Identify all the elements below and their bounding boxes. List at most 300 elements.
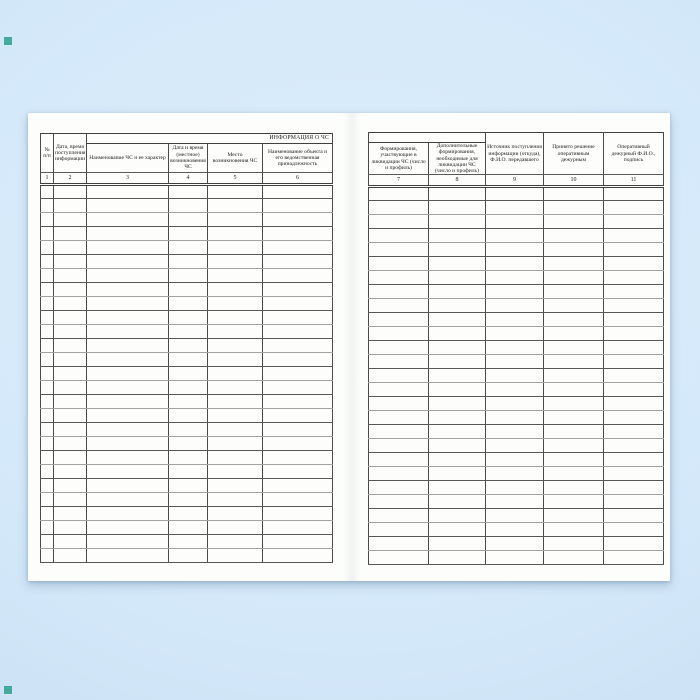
table-row [41,521,333,535]
data-cell [369,467,429,481]
data-cell [54,409,87,423]
table-row [369,201,664,215]
header-col-6: Наименование объекта и его ведомственная принадлежность [263,144,333,173]
data-cell [604,467,664,481]
table-row [369,271,664,285]
data-cell [54,395,87,409]
table-row [369,453,664,467]
data-cell [429,271,486,285]
data-cell [369,509,429,523]
data-cell [544,523,604,537]
data-cell [369,523,429,537]
data-cell [87,437,169,451]
data-cell [486,537,544,551]
data-cell [486,467,544,481]
data-cell [169,353,208,367]
data-cell [604,187,664,201]
data-cell [263,465,333,479]
data-cell [369,383,429,397]
data-cell [263,353,333,367]
data-cell [208,199,263,213]
data-cell [486,523,544,537]
data-cell [486,201,544,215]
data-cell [41,535,54,549]
data-cell [54,325,87,339]
data-cell [169,311,208,325]
data-cell [208,521,263,535]
table-row [41,395,333,409]
data-cell [429,425,486,439]
data-cell [486,187,544,201]
column-numbers-row [41,173,333,185]
data-cell [169,465,208,479]
band-continuation [369,133,486,143]
data-cell [87,395,169,409]
data-cell [87,199,169,213]
data-cell [486,299,544,313]
data-cell [263,381,333,395]
data-cell [169,213,208,227]
data-cell [263,409,333,423]
data-cell [544,229,604,243]
data-cell [41,423,54,437]
table-row [41,409,333,423]
data-cell [208,185,263,199]
data-cell [87,479,169,493]
data-cell [208,353,263,367]
data-cell [429,327,486,341]
table-row [41,535,333,549]
data-cell [169,395,208,409]
data-cell [263,521,333,535]
data-cell [544,481,604,495]
data-cell [544,495,604,509]
data-cell [208,549,263,563]
data-cell [41,409,54,423]
data-cell [54,339,87,353]
data-cell [208,213,263,227]
data-cell [54,367,87,381]
data-cell [369,341,429,355]
data-cell [169,325,208,339]
data-cell [429,187,486,201]
data-cell [263,227,333,241]
data-cell [87,311,169,325]
data-cell [604,453,664,467]
data-cell [169,535,208,549]
data-cell [369,257,429,271]
data-cell [544,411,604,425]
data-cell [54,213,87,227]
data-cell [369,481,429,495]
table-row [369,369,664,383]
data-cell [486,215,544,229]
data-cell [54,507,87,521]
table-row [369,383,664,397]
data-cell [544,467,604,481]
col-number: 2 [54,173,87,185]
data-cell [87,297,169,311]
data-cell [54,283,87,297]
table-row [41,507,333,521]
data-cell [169,479,208,493]
data-cell [544,383,604,397]
data-cell [369,495,429,509]
table-row [369,509,664,523]
data-cell [544,397,604,411]
data-cell [486,285,544,299]
data-cell [429,537,486,551]
table-row [369,341,664,355]
left-header [41,134,333,185]
data-cell [263,549,333,563]
data-cell [169,227,208,241]
data-cell [87,507,169,521]
data-cell [41,451,54,465]
data-cell [486,229,544,243]
header-col-9: Источник поступления информации (откуда), Ф.И.О. передавшего [486,133,544,175]
data-cell [263,185,333,199]
data-cell [604,425,664,439]
data-cell [41,283,54,297]
header-col-10: Принято решение оперативным дежурным [544,133,604,175]
data-cell [544,201,604,215]
band-row [369,133,664,143]
table-row [41,255,333,269]
data-cell [41,353,54,367]
data-cell [87,451,169,465]
col-number: 8 [429,175,486,187]
data-cell [486,313,544,327]
data-cell [604,201,664,215]
data-cell [169,437,208,451]
data-cell [369,411,429,425]
data-cell [429,397,486,411]
data-cell [54,199,87,213]
data-cell [604,369,664,383]
data-cell [87,549,169,563]
data-cell [369,397,429,411]
right-page-table [368,132,664,565]
data-cell [429,229,486,243]
data-cell [486,243,544,257]
data-cell [604,355,664,369]
data-cell [54,269,87,283]
data-cell [87,353,169,367]
data-cell [544,243,604,257]
data-cell [87,241,169,255]
data-cell [429,313,486,327]
data-cell [486,369,544,383]
data-cell [604,523,664,537]
data-cell [54,437,87,451]
data-cell [169,493,208,507]
data-cell [41,549,54,563]
data-cell [604,509,664,523]
data-cell [208,255,263,269]
data-cell [87,185,169,199]
data-cell [369,285,429,299]
data-cell [263,479,333,493]
data-cell [604,243,664,257]
data-cell [486,327,544,341]
data-cell [263,507,333,521]
table-row [41,325,333,339]
data-cell [169,199,208,213]
data-cell [54,521,87,535]
data-cell [41,479,54,493]
data-cell [208,535,263,549]
data-cell [369,201,429,215]
data-cell [604,439,664,453]
data-cell [486,257,544,271]
data-cell [486,383,544,397]
right-header [369,133,664,187]
data-cell [169,255,208,269]
table-row [41,297,333,311]
table-row [41,465,333,479]
data-cell [41,297,54,311]
data-cell [208,325,263,339]
data-cell [169,451,208,465]
data-cell [604,341,664,355]
data-cell [87,521,169,535]
data-cell [544,355,604,369]
table-row [369,243,664,257]
table-row [41,339,333,353]
data-cell [544,551,604,565]
data-cell [41,339,54,353]
table-row [369,215,664,229]
data-cell [87,325,169,339]
data-cell [369,187,429,201]
data-cell [263,297,333,311]
data-cell [41,241,54,255]
data-cell [169,381,208,395]
data-cell [208,465,263,479]
data-cell [208,381,263,395]
data-cell [429,341,486,355]
data-cell [87,535,169,549]
data-cell [54,185,87,199]
data-cell [429,257,486,271]
data-cell [263,241,333,255]
table-row [41,227,333,241]
data-cell [208,507,263,521]
data-cell [544,187,604,201]
data-cell [486,453,544,467]
data-cell [263,255,333,269]
data-cell [208,493,263,507]
data-cell [544,285,604,299]
table-row [41,479,333,493]
data-cell [169,269,208,283]
data-cell [208,269,263,283]
table-row [41,283,333,297]
data-cell [54,549,87,563]
col-number: 11 [604,175,664,187]
table-row [369,285,664,299]
data-cell [54,227,87,241]
data-cell [604,299,664,313]
data-cell [369,355,429,369]
data-cell [41,227,54,241]
data-cell [87,381,169,395]
col-number: 5 [208,173,263,185]
data-cell [369,271,429,285]
data-cell [429,551,486,565]
journal-spread [28,113,670,581]
data-cell [369,229,429,243]
data-cell [604,285,664,299]
table-row [41,367,333,381]
data-cell [41,213,54,227]
data-cell [429,243,486,257]
data-cell [429,495,486,509]
data-cell [604,397,664,411]
data-cell [263,311,333,325]
table-row [369,327,664,341]
table-row [369,537,664,551]
table-row [41,423,333,437]
data-cell [169,521,208,535]
table-row [41,185,333,199]
band-title: ИНФОРМАЦИЯ О ЧС [87,134,333,144]
data-cell [263,451,333,465]
table-row [41,353,333,367]
data-cell [169,241,208,255]
data-cell [87,339,169,353]
data-cell [263,367,333,381]
data-cell [208,395,263,409]
data-cell [41,437,54,451]
col-number: 9 [486,175,544,187]
data-cell [54,255,87,269]
data-cell [604,313,664,327]
data-cell [41,311,54,325]
data-cell [41,521,54,535]
corner-marker-bottom [4,686,12,694]
table-row [369,257,664,271]
left-page-table [40,133,333,563]
data-cell [54,297,87,311]
data-cell [263,493,333,507]
table-row [41,451,333,465]
data-cell [429,285,486,299]
data-cell [369,327,429,341]
data-cell [263,535,333,549]
data-cell [87,269,169,283]
header-col-5: Место возникновения ЧС [208,144,263,173]
data-cell [429,215,486,229]
data-cell [604,271,664,285]
data-cell [486,509,544,523]
data-cell [486,425,544,439]
table-row [41,381,333,395]
data-cell [208,451,263,465]
data-cell [169,423,208,437]
table-row [369,299,664,313]
data-cell [41,325,54,339]
col-number: 10 [544,175,604,187]
table-row [369,439,664,453]
data-cell [544,537,604,551]
data-cell [544,341,604,355]
data-cell [544,215,604,229]
data-cell [87,423,169,437]
data-cell [54,493,87,507]
header-col-11: Оперативный дежурный Ф.И.О., подпись [604,133,664,175]
data-cell [41,465,54,479]
table-row [369,551,664,565]
data-cell [369,299,429,313]
data-cell [429,481,486,495]
data-cell [486,551,544,565]
header-col-2: Дата, время поступления информации [54,134,87,173]
data-cell [54,423,87,437]
band-row [41,134,333,144]
header-col-4: Дата и время (местное) возникновения ЧС [169,144,208,173]
data-cell [544,369,604,383]
data-cell [429,411,486,425]
data-cell [263,199,333,213]
data-cell [54,353,87,367]
data-cell [208,409,263,423]
corner-marker-top [4,37,12,45]
table-row [369,313,664,327]
col-number: 6 [263,173,333,185]
data-cell [54,535,87,549]
left-data-rows [41,185,333,563]
data-cell [604,215,664,229]
data-cell [169,549,208,563]
table-row [41,241,333,255]
table-row [41,493,333,507]
data-cell [263,395,333,409]
data-cell [369,439,429,453]
data-cell [41,381,54,395]
data-cell [87,367,169,381]
data-cell [54,465,87,479]
data-cell [263,437,333,451]
data-cell [544,299,604,313]
col-number: 3 [87,173,169,185]
right-data-rows [369,187,664,565]
data-cell [169,185,208,199]
col-number: 1 [41,173,54,185]
table-row [369,425,664,439]
header-col-1: № п/п [41,134,54,173]
data-cell [486,481,544,495]
data-cell [604,495,664,509]
table-row [369,467,664,481]
data-cell [87,227,169,241]
data-cell [169,297,208,311]
data-cell [429,369,486,383]
data-cell [429,509,486,523]
data-cell [41,367,54,381]
table-row [369,187,664,201]
page-fold [343,113,361,581]
data-cell [41,269,54,283]
data-cell [41,493,54,507]
data-cell [208,311,263,325]
data-cell [169,507,208,521]
data-cell [369,551,429,565]
data-cell [208,241,263,255]
data-cell [169,367,208,381]
data-cell [169,409,208,423]
